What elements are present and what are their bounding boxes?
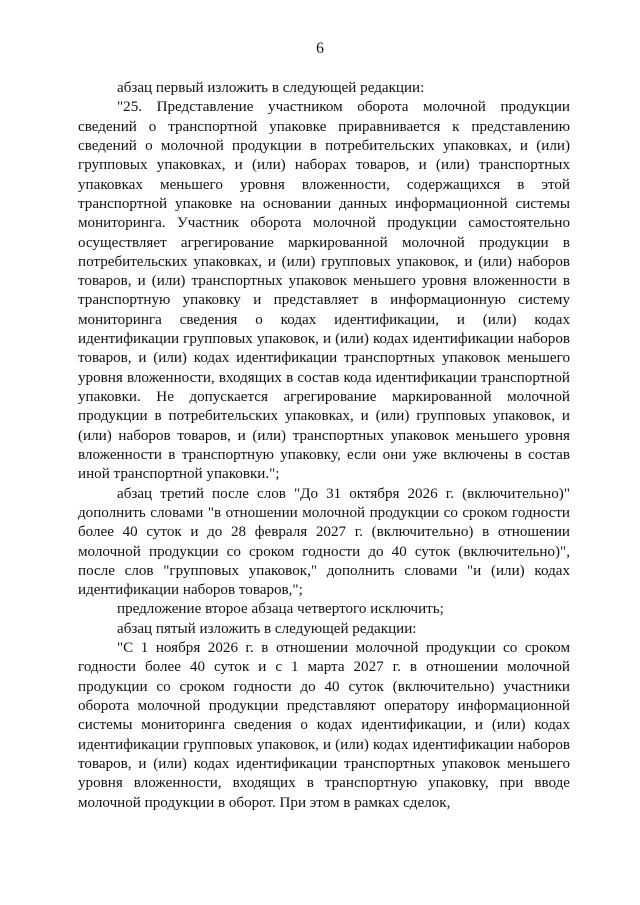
paragraph-fourth-amendment: предложение второе абзаца четвертого исключить; bbox=[117, 601, 444, 618]
paragraph-fifth-intro: абзац пятый изложить в следующей редакции: bbox=[117, 620, 417, 637]
paragraph-amendment-intro: абзац первый изложить в следующей редакции: bbox=[117, 80, 425, 96]
paragraph-fifth-text: "С 1 ноября 2026 г. в отношении молочной продукции со сроком годности более 40 суток и с 1 марта 2027 г. в отношении молочной продукции со сроком годности до 40 суток (включительно) участники оборота молочной продукции представляют оператору информационной системы мониторинга сведения о кодах идентификации, и (или) кодах идентификации групповых упаковок, и (или) кодах идентификации наборов товаров, и (или) кодах идентификации транспортных упаковок меньшего уровня вложенности, входящих в транспортную упаковку, при вводе молочной продукции в оборот. При этом в рамках сделок, bbox=[78, 640, 570, 811]
paragraph-third-amendment: абзац третий после слов "До 31 октября 2026 г. (включительно)" дополнить словами "в отношении молочной продукции со сроком годности более 40 суток и до 28 февраля 2027 г. (включительно) в отношении молочной продукции со сроком годности до 40 суток (включительно)", после слов "групповых упаковок," дополнить словами "и (или) кодах идентификации наборов товаров,"; bbox=[78, 485, 570, 599]
document-body bbox=[78, 79, 570, 813]
paragraph-clause-25: "25. Представление участником оборота молочной продукции сведений о транспортной упаковке приравнивается к представлению сведений о молочной продукции в потребительских упаковках, и (или) групповых упаковках, и (или) наборах товаров, и (или) транспортных упаковках меньшего уровня вложенности, содержащихся в этой транспортной упаковке на основании данных информационной системы мониторинга. Участник оборота молочной продукции самостоятельно осуществляет агрегирование маркированной молочной продукции в потребительских упаковках, и (или) групповых упаковок, и (или) наборов товаров, и (или) транспортных упаковок меньшего уровня вложенности в транспортную упаковку и представляет в информационную систему мониторинга сведения о кодах идентификации, и (или) кодах идентификации групповых упаковок, и (или) кодах идентификации наборов товаров, и (или) кодах идентификации транспортных упаковок меньшего уровня вложенности, входящих в состав кода идентификации транспортной упаковки. Не допускается агрегирование маркированной молочной продукции в потребительских упаковках, и (или) групповых упаковок, и (или) наборов товаров, и (или) транспортных упаковок меньшего уровня вложенности в транспортную упаковку, если они уже включены в состав иной транспортной упаковки."; bbox=[78, 99, 570, 483]
page-number: 6 bbox=[316, 40, 324, 57]
